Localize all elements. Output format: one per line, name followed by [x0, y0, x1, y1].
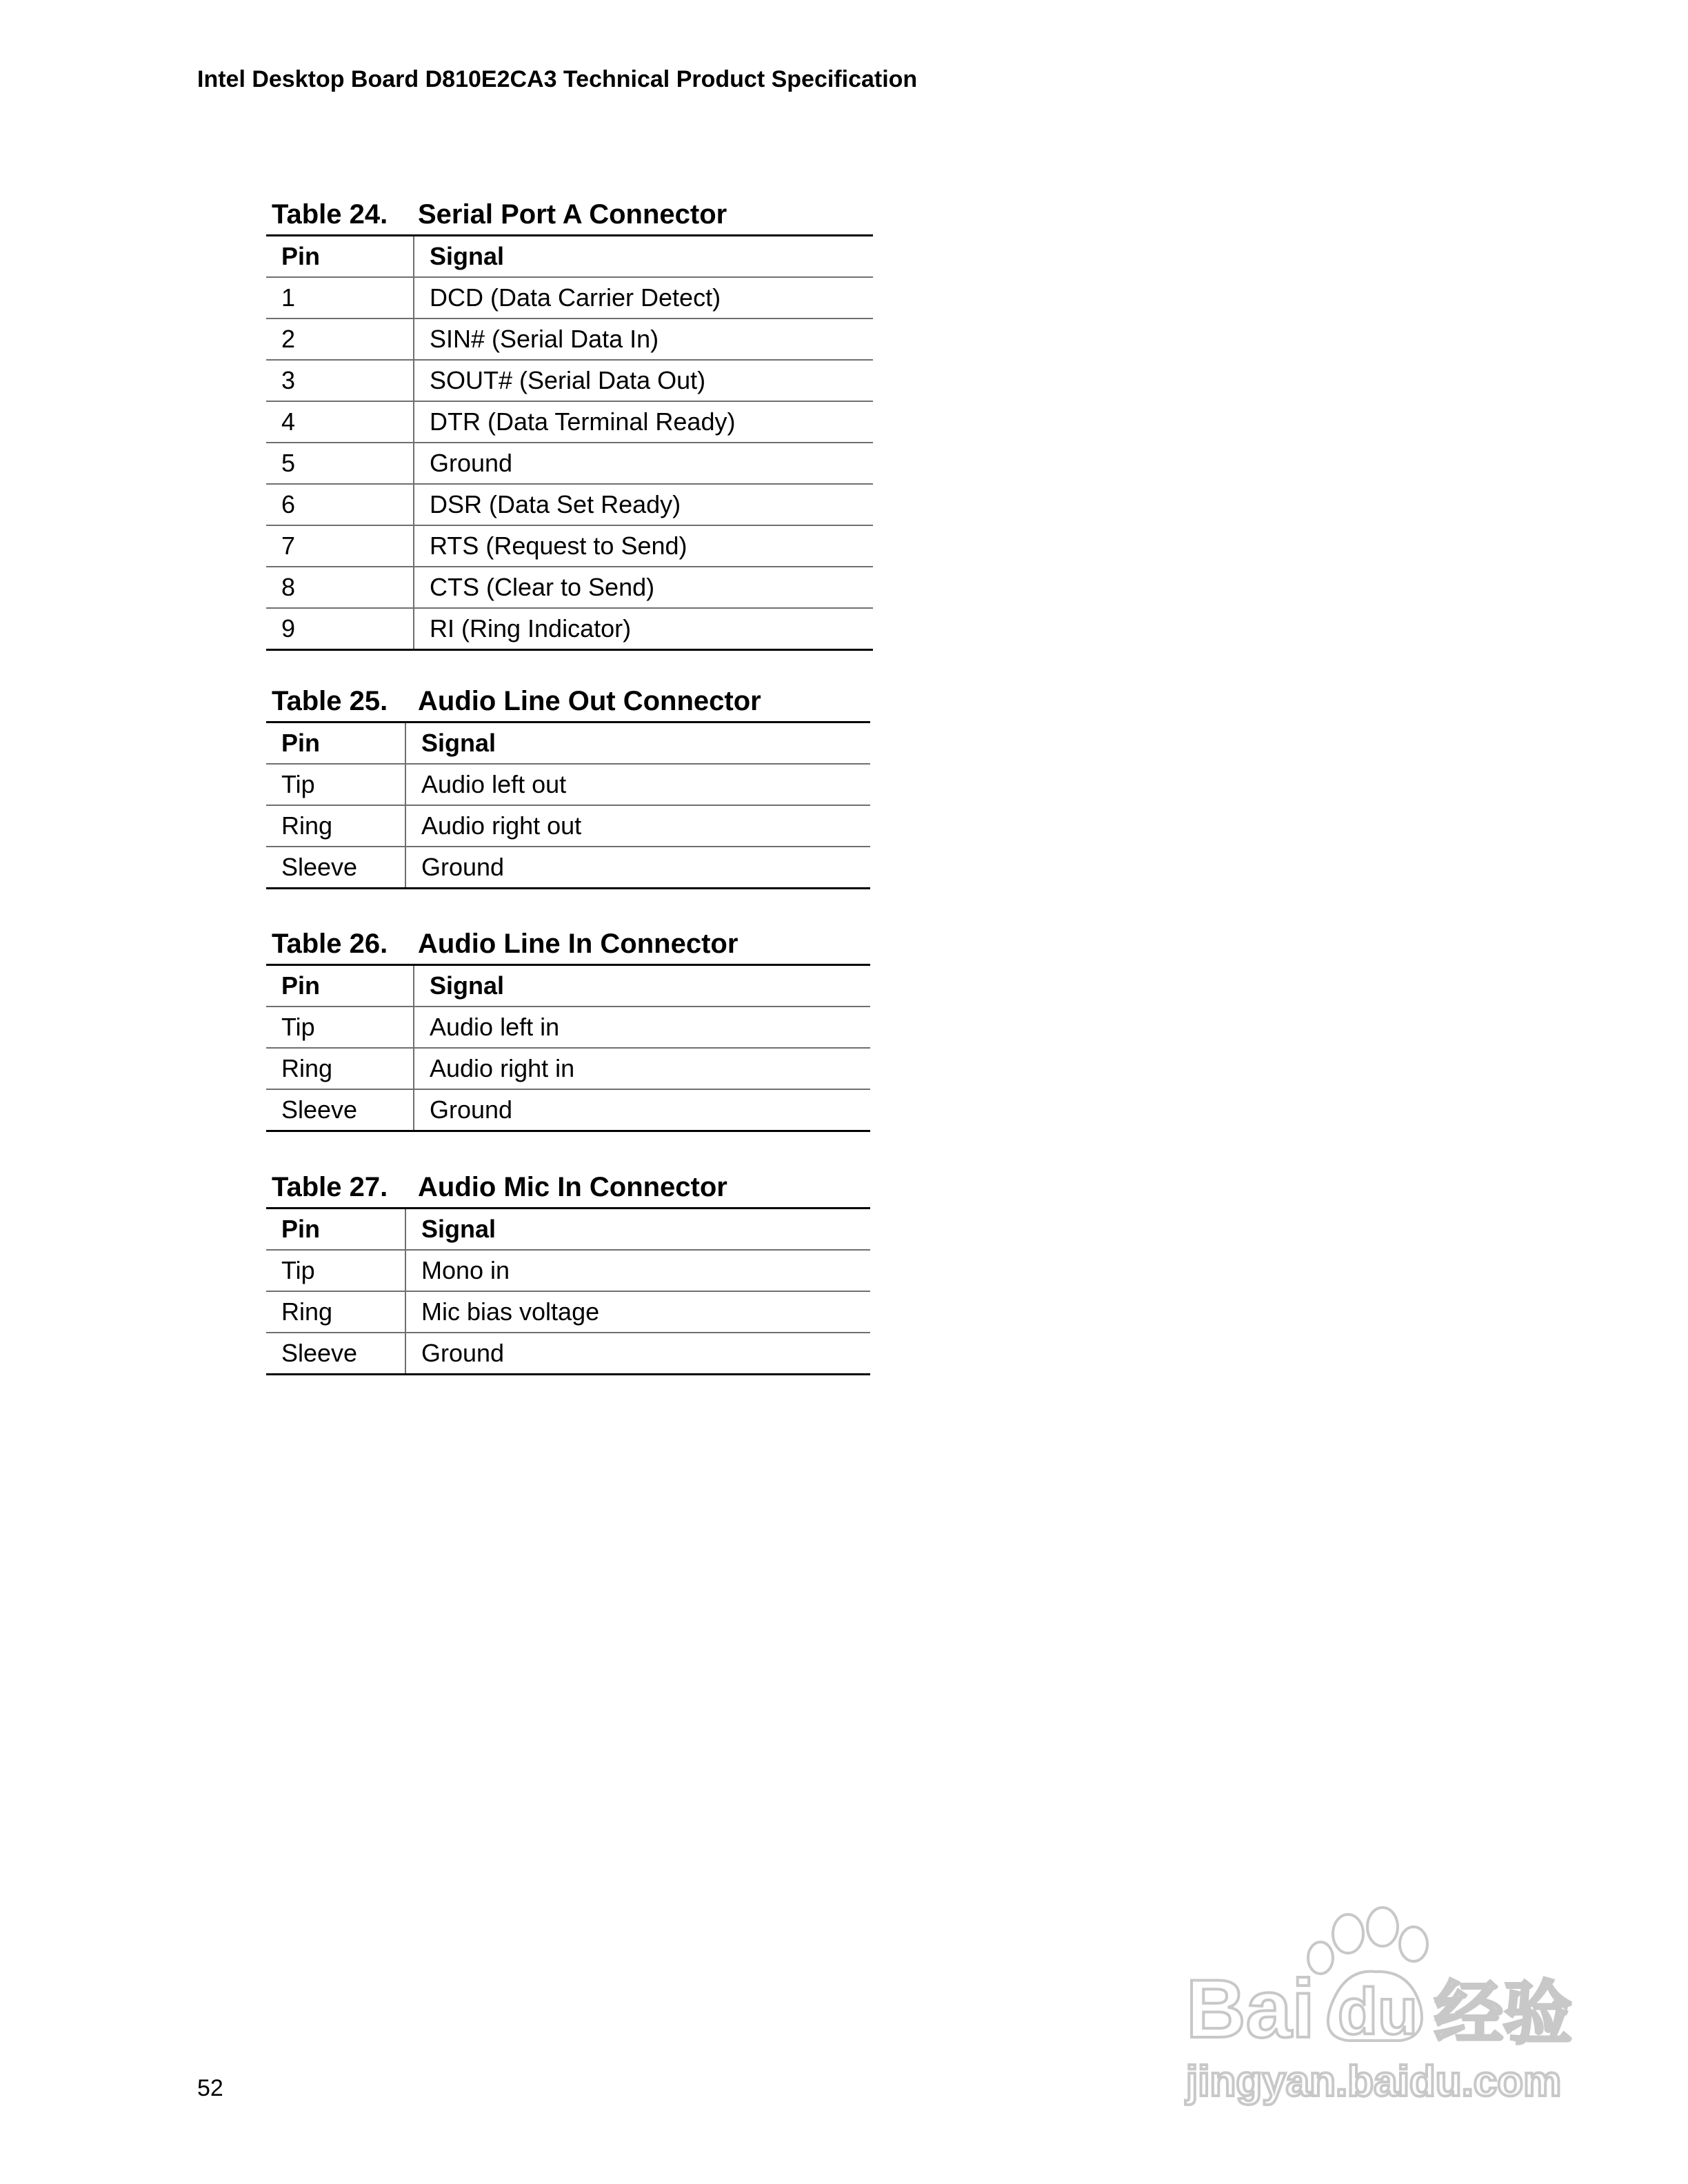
table-row	[266, 1250, 870, 1291]
table-number: Table 27.	[272, 1172, 388, 1202]
table-header-row	[266, 1209, 870, 1251]
signal-cell: SIN# (Serial Data In)	[414, 318, 873, 360]
pin-cell: 2	[266, 318, 414, 360]
table-row	[266, 1089, 870, 1131]
pin-table	[266, 1207, 870, 1375]
running-header: Intel Desktop Board D810E2CA3 Technical Product Specification	[197, 66, 918, 92]
pin-cell: 3	[266, 360, 414, 401]
table-row	[266, 1048, 870, 1089]
pin-cell: 6	[266, 484, 414, 525]
table-caption	[266, 1167, 870, 1207]
table-row	[266, 1007, 870, 1048]
table-audio-mic-in	[266, 1167, 870, 1375]
header-signal: Signal	[405, 1209, 870, 1251]
table-title: Serial Port A Connector	[418, 199, 727, 230]
table-row	[266, 567, 873, 608]
pin-cell: 5	[266, 443, 414, 484]
pin-cell: 7	[266, 525, 414, 567]
header-signal: Signal	[414, 236, 873, 278]
signal-cell: SOUT# (Serial Data Out)	[414, 360, 873, 401]
signal-cell: RTS (Request to Send)	[414, 525, 873, 567]
table-row	[266, 443, 873, 484]
table-title: Audio Mic In Connector	[418, 1172, 727, 1202]
pin-cell: Sleeve	[266, 847, 405, 889]
table-row	[266, 847, 870, 889]
signal-cell: Audio left out	[405, 764, 870, 805]
paw-toe-icon	[1367, 1908, 1398, 1946]
pin-cell: Sleeve	[266, 1333, 405, 1375]
table-row	[266, 764, 870, 805]
pin-cell: Tip	[266, 1250, 405, 1291]
table-row	[266, 484, 873, 525]
pin-cell: Ring	[266, 1048, 414, 1089]
baidu-jingyan-watermark	[1172, 1903, 1586, 2110]
signal-cell: Ground	[405, 847, 870, 889]
header-signal: Signal	[414, 965, 870, 1007]
signal-cell: Audio right in	[414, 1048, 870, 1089]
table-row	[266, 1333, 870, 1375]
header-pin: Pin	[266, 1209, 405, 1251]
table-row	[266, 608, 873, 650]
signal-cell: Audio right out	[405, 805, 870, 847]
watermark-url-text: jingyan.baidu.com	[1186, 2058, 1562, 2105]
table-row	[266, 360, 873, 401]
pin-cell: Sleeve	[266, 1089, 414, 1131]
pin-table	[266, 234, 873, 651]
signal-cell: CTS (Clear to Send)	[414, 567, 873, 608]
watermark-brand-text: Bai	[1186, 1963, 1315, 2055]
signal-cell: Mic bias voltage	[405, 1291, 870, 1333]
pin-cell: 9	[266, 608, 414, 650]
table-header-row	[266, 722, 870, 765]
table-serial-port-a	[266, 194, 873, 651]
watermark-brand-text: 经验	[1434, 1975, 1572, 2052]
table-caption	[266, 924, 870, 964]
pin-cell: Tip	[266, 764, 405, 805]
pin-cell: 1	[266, 277, 414, 318]
table-audio-line-out	[266, 681, 870, 889]
table-header-row	[266, 965, 870, 1007]
table-row	[266, 277, 873, 318]
signal-cell: Ground	[414, 1089, 870, 1131]
table-header-row	[266, 236, 873, 278]
signal-cell: Ground	[414, 443, 873, 484]
pin-cell: Ring	[266, 1291, 405, 1333]
table-number: Table 24.	[272, 199, 388, 230]
table-row	[266, 318, 873, 360]
header-pin: Pin	[266, 722, 405, 765]
header-signal: Signal	[405, 722, 870, 765]
table-row	[266, 1291, 870, 1333]
table-row	[266, 805, 870, 847]
signal-cell: DCD (Data Carrier Detect)	[414, 277, 873, 318]
table-number: Table 25.	[272, 686, 388, 716]
pin-table	[266, 721, 870, 889]
table-title: Audio Line In Connector	[418, 929, 738, 959]
pin-table	[266, 964, 870, 1132]
table-caption	[266, 681, 870, 721]
pin-cell: Ring	[266, 805, 405, 847]
table-caption	[266, 194, 873, 234]
header-pin: Pin	[266, 965, 414, 1007]
signal-cell: Audio left in	[414, 1007, 870, 1048]
header-pin: Pin	[266, 236, 414, 278]
paw-toe-icon	[1400, 1927, 1427, 1961]
watermark-brand-text: du	[1338, 1975, 1418, 2048]
table-row	[266, 401, 873, 443]
pin-cell: Tip	[266, 1007, 414, 1048]
signal-cell: Mono in	[405, 1250, 870, 1291]
signal-cell: DTR (Data Terminal Ready)	[414, 401, 873, 443]
signal-cell: DSR (Data Set Ready)	[414, 484, 873, 525]
table-number: Table 26.	[272, 929, 388, 959]
paw-toe-icon	[1333, 1914, 1363, 1953]
page-number: 52	[197, 2075, 223, 2101]
pin-cell: 4	[266, 401, 414, 443]
pin-cell: 8	[266, 567, 414, 608]
signal-cell: RI (Ring Indicator)	[414, 608, 873, 650]
table-audio-line-in	[266, 924, 870, 1132]
table-title: Audio Line Out Connector	[418, 686, 761, 716]
signal-cell: Ground	[405, 1333, 870, 1375]
table-row	[266, 525, 873, 567]
